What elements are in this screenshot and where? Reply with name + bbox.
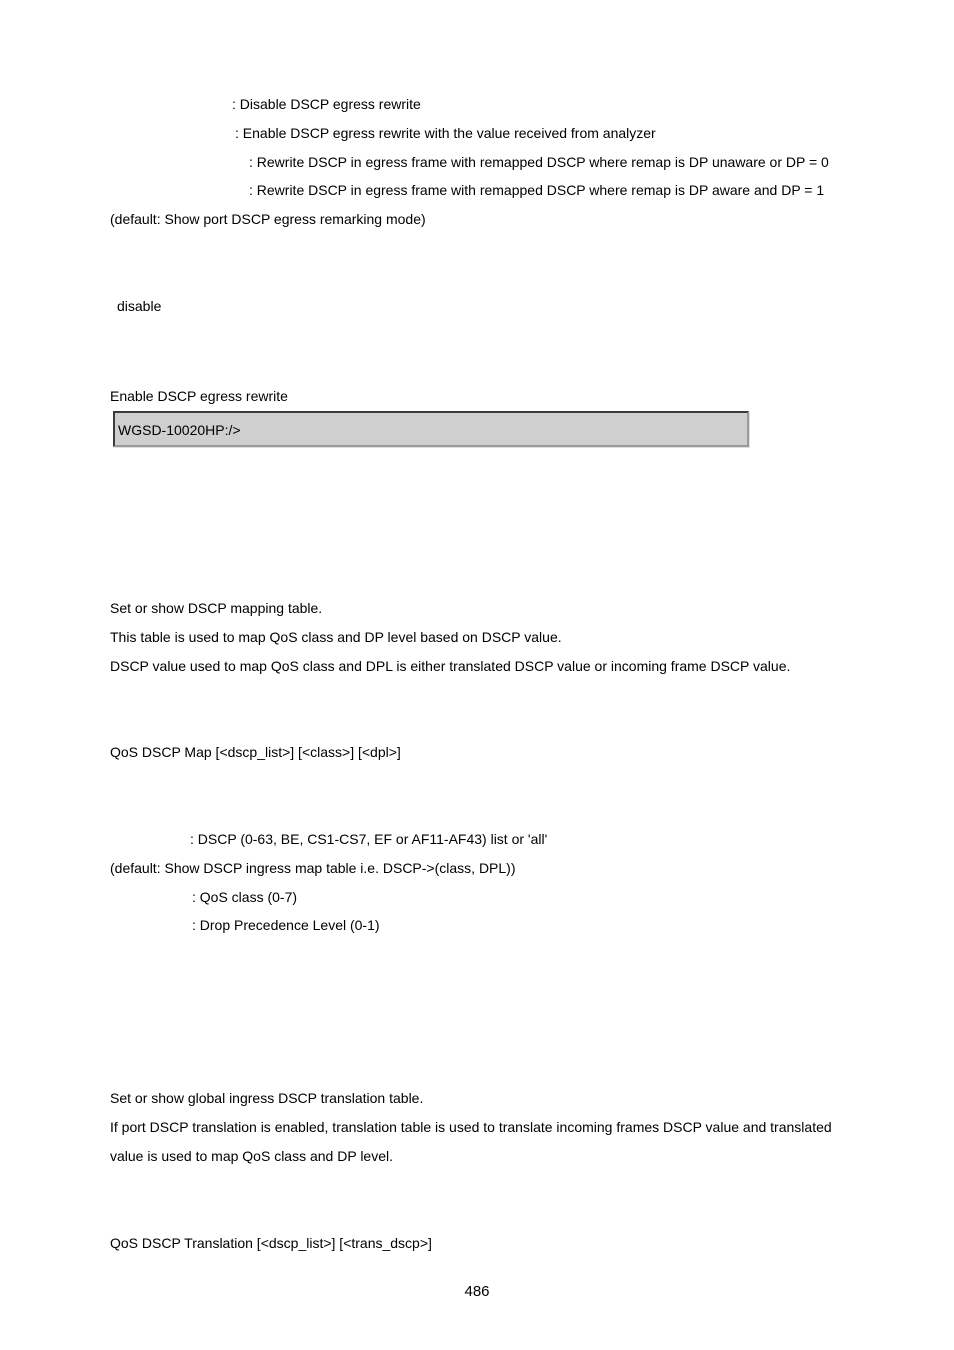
dscp-map-description-2: This table is used to map QoS class and DP level based on DSCP value. xyxy=(110,629,562,645)
page-number: 486 xyxy=(464,1283,490,1300)
console-box xyxy=(113,411,749,447)
option-remap-dp-unaware-text: : Rewrite DSCP in egress frame with remapped DSCP where remap is DP unaware or DP = 0 xyxy=(249,154,829,170)
dscp-translation-syntax: QoS DSCP Translation [<dscp_list>] [<trans_dscp>] xyxy=(110,1235,432,1251)
default-note-text: (default: Show port DSCP egress remarking mode) xyxy=(110,211,426,227)
param-class-text: : QoS class (0-7) xyxy=(192,889,298,905)
param-dpl-text: : Drop Precedence Level (0-1) xyxy=(192,917,380,933)
dscp-translation-description-2: If port DSCP translation is enabled, translation table is used to translate incoming frames DSCP value and translated xyxy=(110,1119,832,1135)
option-remap-dp-aware-text: : Rewrite DSCP in egress frame with remapped DSCP where remap is DP aware and DP = 1 xyxy=(249,182,825,198)
option-disable-text: : Disable DSCP egress rewrite xyxy=(232,96,421,112)
dscp-translation-description-1: Set or show global ingress DSCP translation table. xyxy=(110,1090,424,1106)
param-default-text: (default: Show DSCP ingress map table i.e. DSCP->(class, DPL)) xyxy=(110,860,516,876)
console-prompt: WGSD-10020HP:/> xyxy=(118,422,241,438)
example-description: Enable DSCP egress rewrite xyxy=(110,388,288,404)
dscp-translation-description-3: value is used to map QoS class and DP level. xyxy=(110,1148,394,1164)
dscp-map-description-3: DSCP value used to map QoS class and DPL is either translated DSCP value or incoming frame DSCP value. xyxy=(110,658,791,674)
param-dscp-list-text: : DSCP (0-63, BE, CS1-CS7, EF or AF11-AF43) list or 'all' xyxy=(190,831,548,847)
default-value-text: disable xyxy=(117,298,162,314)
dscp-map-syntax: QoS DSCP Map [<dscp_list>] [<class>] [<dpl>] xyxy=(110,744,401,760)
option-enable-text: : Enable DSCP egress rewrite with the value received from analyzer xyxy=(235,125,656,141)
dscp-map-description-1: Set or show DSCP mapping table. xyxy=(110,600,323,616)
